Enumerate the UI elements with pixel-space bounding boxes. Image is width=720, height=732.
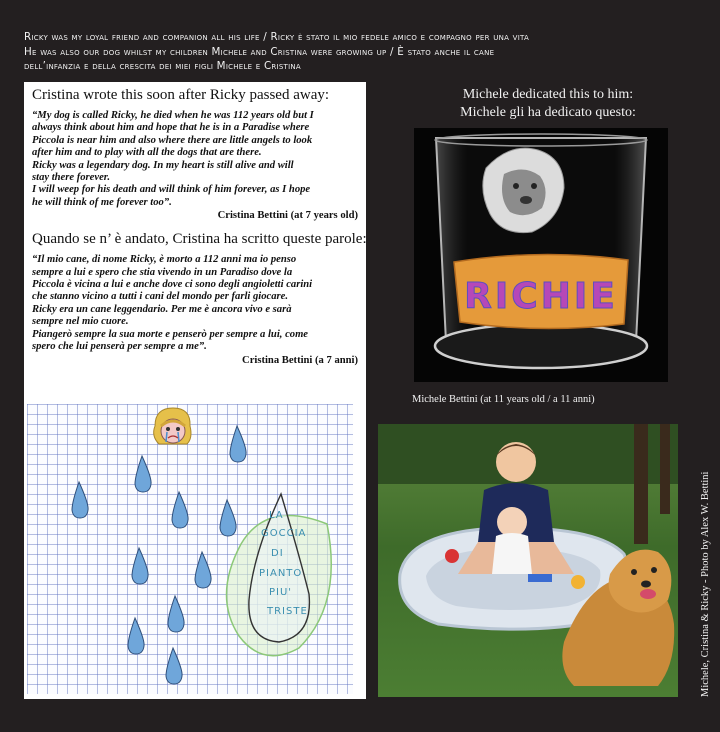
photo-credit: Michele, Cristina & Ricky - Photo by Alex W. Bettini [700,471,711,697]
quote-line: spero che lui penserà per sempre a me”. [32,341,207,353]
drawing-illustration [27,404,353,694]
glass-lettering: RICHIE [464,276,618,317]
quote-line: Ricky era un cane leggendario. Per me è ancora vivo e sarà [32,303,292,315]
quote-line: always think about him and hope that he is in a Paradise where [32,122,310,134]
family-photo [378,424,678,697]
italian-heading: Quando se n’ è andato, Cristina ha scritto queste parole: [32,231,367,248]
quote-line: I will weep for his death and will think of him forever, as I hope [32,184,311,196]
quote-line: sempre a lui e spero che stia vivendo in un Paradiso dove la [32,266,293,278]
quote-line: Ricky was a legendary dog. In my heart is still alive and will [32,159,294,171]
glass-photo-caption: Michele Bettini (at 11 years old / a 11 anni) [412,394,595,405]
child-drawing [27,404,353,694]
header-line-2: He was also our dog whilst my children Michele and Cristina were growing up / È stato anche il cane [24,45,495,58]
caption-english: Michele dedicated this to him: [462,87,634,102]
tear-drops [72,426,246,684]
glass-illustration [414,128,668,382]
quote-line: “Il mio cane, di nome Ricky, è morto a 112 anni ma io penso [32,254,297,266]
page-header [24,30,714,74]
quote-line: after him and to play with all the dogs that are there. [32,147,262,159]
english-heading: Cristina wrote this soon after Ricky passed away: [32,87,330,103]
quote-line: stay there forever. [32,172,110,184]
english-quote [32,110,362,209]
quote-line: che stanno vicino a tutti i cani del mondo per farli giocare. [32,291,289,303]
quote-line: he will think of me forever too”. [32,196,172,208]
caption-italian: Michele gli ha dedicato questo: [460,105,636,120]
quote-line: “My dog is called Ricky, he died when he was 112 years old but I [32,110,314,121]
drop-text-line: PIANTO [259,568,303,579]
quote-line: Piccola è vicina a lui e anche dove ci sono degli angioletti carini [32,279,313,291]
quote-line: sempre nel mio cuore. [32,316,129,328]
english-signature: Cristina Bettini (at 7 years old) [217,210,358,222]
header-line-1: Ricky was my loyal friend and companion all his life / Ricky è stato il mio fedele amico e compagno per una vita [24,31,530,43]
baby-figure [492,507,532,574]
glass-dedication-caption [398,86,698,122]
quote-line: Piangerò sempre la sua morte e penserò per sempre a lui, come [32,328,309,340]
italian-quote [32,254,362,353]
crying-face-icon [154,408,191,444]
italian-signature: Cristina Bettini (a 7 anni) [242,354,358,366]
drop-text-line: TRISTE [267,606,308,617]
quote-line: Piccola is near him and also where there are little angels to look [32,134,313,146]
drop-text-line: LA [269,510,284,521]
family-photo-illustration [378,424,678,697]
header-line-3: dell’infanzia e della crescita dei miei figli Michele e Cristina [24,60,301,72]
drop-text-line: PIU' [269,587,293,598]
drop-text-line: DI [271,548,284,559]
glass-photo [414,128,668,382]
letter-text [32,86,367,375]
drop-text-line: GOCCIA [261,528,307,539]
letter-panel [24,82,366,699]
